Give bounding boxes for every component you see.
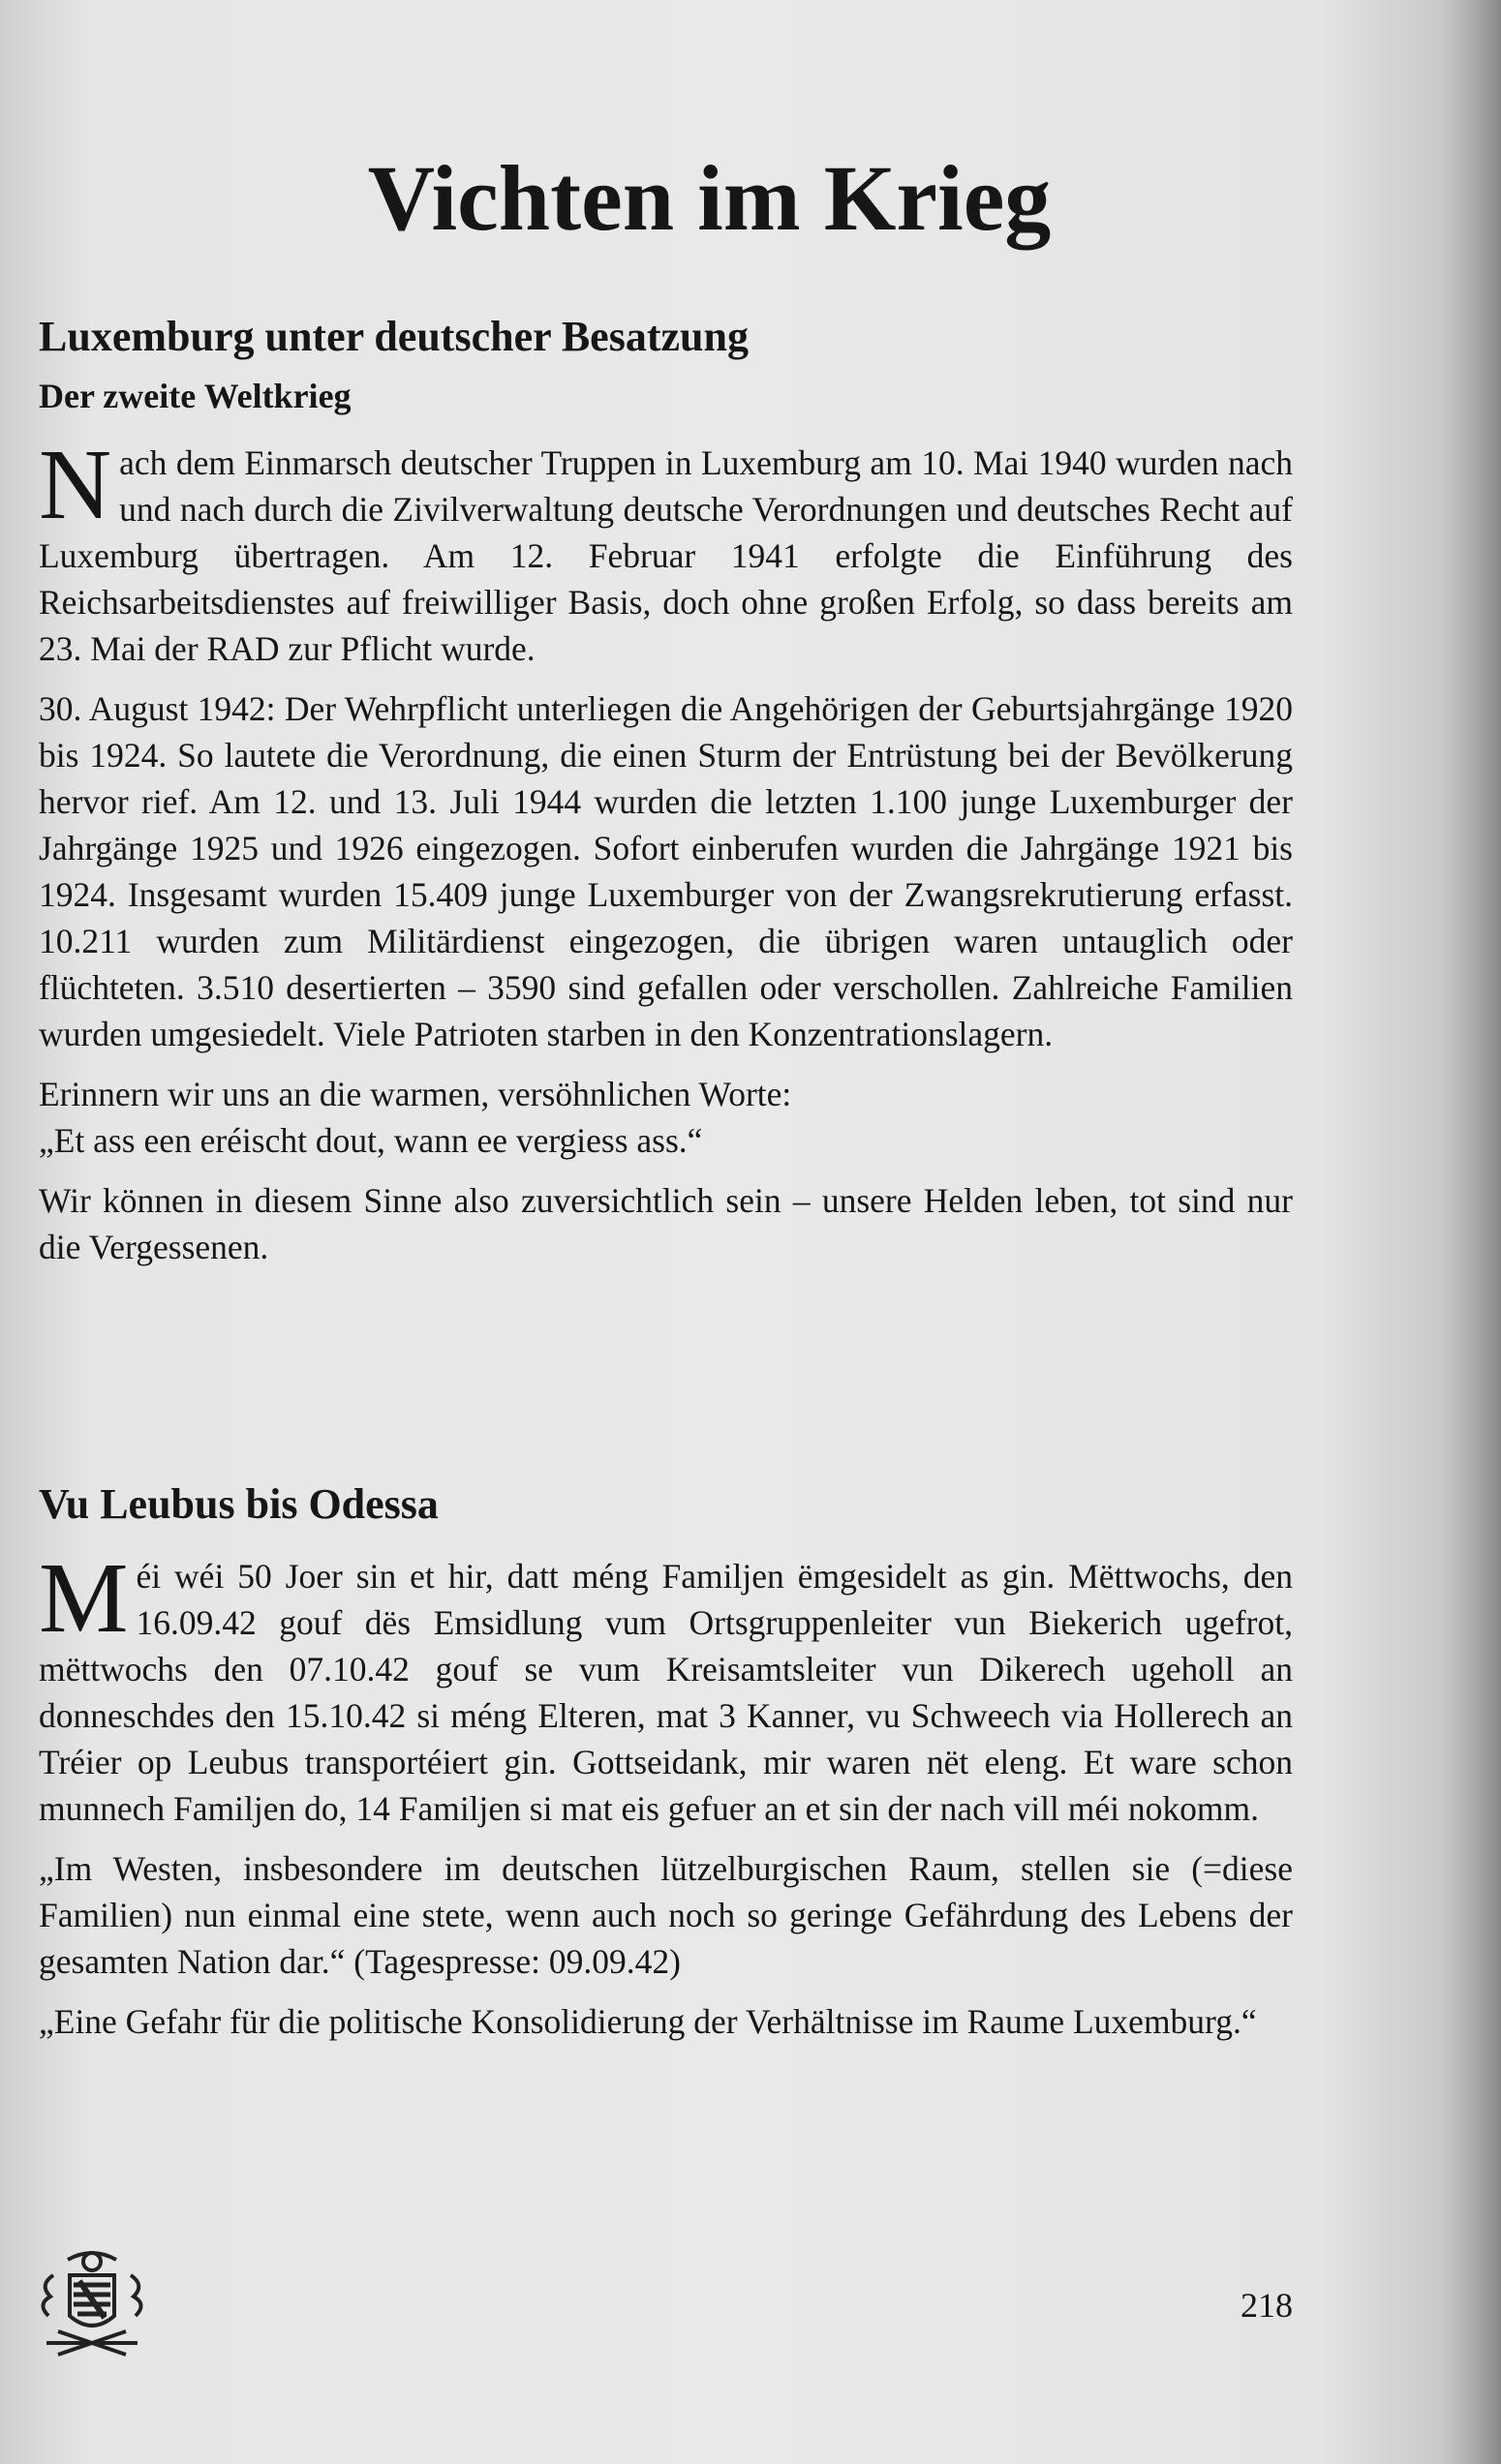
drop-cap-m: M <box>39 1542 129 1654</box>
paragraph-einmarsch <box>39 429 1293 672</box>
paragraph-helden: Wir können in diesem Sinne also zuversichtlich sein – unsere Helden leben, tot sind nur die Vergessenen. <box>39 1181 1293 1266</box>
quote-gefahr: „Eine Gefahr für die politische Konsolidierung der Verhältnisse im Raume Luxemburg.“ <box>39 2002 1257 2041</box>
section-title-luxemburg: Luxemburg unter deutscher Besatzung <box>39 313 749 360</box>
chapter-title: Vichten im Krieg <box>367 146 1052 250</box>
page-content <box>39 145 1293 2058</box>
paragraph-familjen-text: éi wéi 50 Joer sin et hir, datt méng Familjen ëmgesidelt as gin. Mëttwochs, den 16.09.42 gouf dës Emsidlung vum Ortsgruppenleiter vun Biekerich ugefrot, mëttwochs den 07.10.42 gouf se vum Kreisamtsleiter vun Dikerech ugeholl an donneschdes den 15.10.42 si méng Elteren, mat 3 Kanner, vu Schweech via Hollerech an Tréier op Leubus transportéiert gin. Gottseidank, mir waren nët eleng. Et ware schon munnech Familjen do, 14 Familjen si mat eis gefuer an et sin der nach vill méi nokomm. <box>39 1557 1293 1828</box>
page-footer <box>0 2246 1501 2362</box>
section-subtitle-weltkrieg: Der zweite Weltkrieg <box>39 377 352 415</box>
paragraph-familjen <box>39 1542 1293 1832</box>
page-number: 218 <box>1241 2286 1293 2325</box>
quote-westen: „Im Westen, insbesondere im deutschen lützelburgischen Raum, stellen sie (=diese Familien) nun einmal eine stete, wenn auch noch so geringe Gefährdung des Lebens der gesamten Nation dar.“ (Tagespresse: 09.09.42) <box>39 1849 1293 1981</box>
paragraph-einmarsch-text: ach dem Einmarsch deutscher Truppen in Luxemburg am 10. Mai 1940 wurden nach und nach durch die Zivilverwaltung deutsche Verordnungen und deutsches Recht auf Luxemburg übertragen. Am 12. Februar 1941 erfolgte die Einführung des Reichsarbeitsdienstes auf freiwilliger Basis, doch ohne großen Erfolg, so dass bereits am 23. Mai der RAD zur Pflicht wurde. <box>39 443 1293 668</box>
paragraph-erinnern: Erinnern wir uns an die warmen, versöhnlichen Worte: <box>39 1075 792 1113</box>
page-spine-shadow <box>1443 0 1501 2464</box>
paragraph-wehrpflicht: 30. August 1942: Der Wehrpflicht unterliegen die Angehörigen der Geburtsjahrgänge 1920 bis 1924. So lautete die Verordnung, die einen Sturm der Entrüstung bei der Bevölkerung hervor rief. Am 12. und 13. Juli 1944 wurden die letzten 1.100 junge Luxemburger der Jahrgänge 1925 und 1926 eingezogen. Sofort einberufen wurden die Jahrgänge 1921 bis 1924. Insgesamt wurden 15.409 junge Luxemburger von der Zwangsrekrutierung erfasst. 10.211 wurden zum Militärdienst eingezogen, die übrigen waren untauglich oder flüchteten. 3.510 desertierten – 3590 sind gefallen oder verschollen. Zahlreiche Familien wurden umgesiedelt. Viele Patrioten starben in den Konzentrationslagern. <box>39 689 1293 1053</box>
section-spacer <box>39 1284 1293 1477</box>
drop-cap-n: N <box>39 429 112 540</box>
quote-luxembourgish: „Et ass een eréischt dout, wann ee vergiess ass.“ <box>39 1121 703 1160</box>
coat-of-arms-icon <box>29 2246 155 2360</box>
section-title-leubus: Vu Leubus bis Odessa <box>39 1480 439 1528</box>
